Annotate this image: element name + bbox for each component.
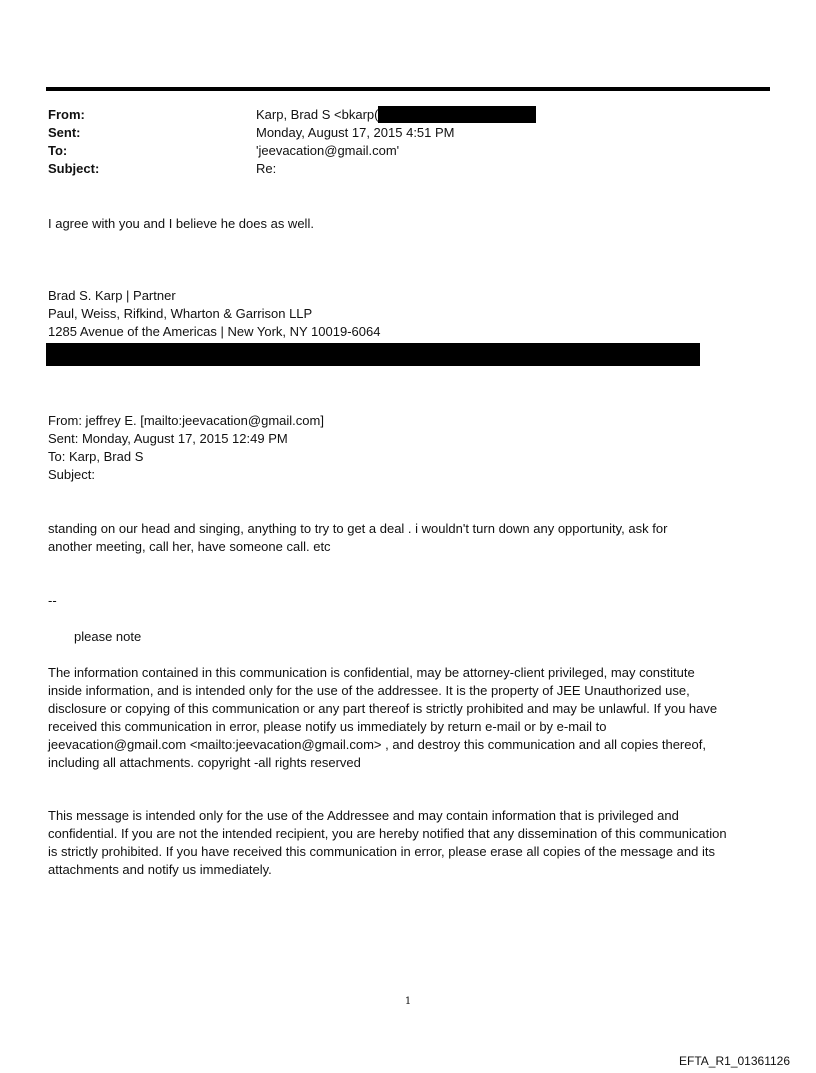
original-body (48, 520, 667, 556)
subject-value: Re: (256, 161, 277, 176)
reply-text: I agree with you and I believe he does as well. (48, 216, 314, 231)
please-note-text: please note (74, 629, 142, 644)
page-number: 1 (404, 996, 412, 1007)
original-body-line: standing on our head and singing, anything to try to get a deal . i wouldn't turn down any opportunity, ask for (48, 521, 668, 536)
redaction-bar (46, 343, 700, 366)
reply-body (48, 215, 314, 233)
please-note (74, 628, 141, 646)
from-value (256, 106, 536, 124)
original-sent: Sent: Monday, August 17, 2015 12:49 PM (48, 431, 288, 446)
disclaimer-line: received this communication in error, please notify us immediately by return e-mail or by e-mail to (48, 719, 607, 734)
disclaimer-line: inside information, and is intended only for the use of the addressee. It is the property of JEE Unauthorized use, (48, 683, 690, 698)
original-body-line: another meeting, call her, have someone call. etc (48, 539, 331, 554)
footer-notice (48, 807, 727, 879)
subject-row (48, 160, 648, 178)
redaction-box (378, 106, 536, 123)
disclaimer (48, 664, 717, 772)
to-row (48, 142, 648, 160)
separator-text: -- (48, 593, 57, 608)
original-header (48, 412, 324, 484)
notice-line: This message is intended only for the use of the Addressee and may contain information that is privileged and (48, 808, 679, 823)
disclaimer-line: disclosure or copying of this communication or any part thereof is strictly prohibited and may be unlawful. If you have (48, 701, 718, 716)
subject-label: Subject: (48, 161, 100, 176)
signature-firm: Paul, Weiss, Rifkind, Wharton & Garrison LLP (48, 306, 313, 321)
signature-name: Brad S. Karp | Partner (48, 288, 176, 303)
separator (48, 592, 57, 610)
to-value: 'jeevacation@gmail.com' (256, 143, 400, 158)
signature-address: 1285 Avenue of the Americas | New York, NY 10019-6064 (48, 324, 381, 339)
disclaimer-line: jeevacation@gmail.com <mailto:jeevacation@gmail.com> , and destroy this communication and all copies thereof, (48, 737, 706, 752)
sent-value: Monday, August 17, 2015 4:51 PM (256, 125, 455, 140)
email-header (48, 106, 648, 178)
original-to: To: Karp, Brad S (48, 449, 144, 464)
to-label: To: (48, 143, 68, 158)
original-subject: Subject: (48, 467, 95, 482)
notice-line: confidential. If you are not the intended recipient, you are hereby notified that any dissemination of this communication (48, 826, 727, 841)
header-rule (46, 87, 770, 91)
notice-line: attachments and notify us immediately. (48, 862, 272, 877)
sent-row (48, 124, 648, 142)
disclaimer-line: The information contained in this communication is confidential, may be attorney-client privileged, may constitute (48, 665, 695, 680)
signature (48, 287, 380, 341)
from-label: From: (48, 107, 85, 122)
from-address: Karp, Brad S <bkarp( (256, 107, 379, 122)
sent-label: Sent: (48, 125, 81, 140)
notice-line: is strictly prohibited. If you have received this communication in error, please erase all copies of the message and its (48, 844, 715, 859)
original-from: From: jeffrey E. [mailto:jeevacation@gmail.com] (48, 413, 324, 428)
bates-number: EFTA_R1_01361126 (679, 1054, 790, 1068)
from-row (48, 106, 648, 124)
disclaimer-line: including all attachments. copyright -all rights reserved (48, 755, 361, 770)
